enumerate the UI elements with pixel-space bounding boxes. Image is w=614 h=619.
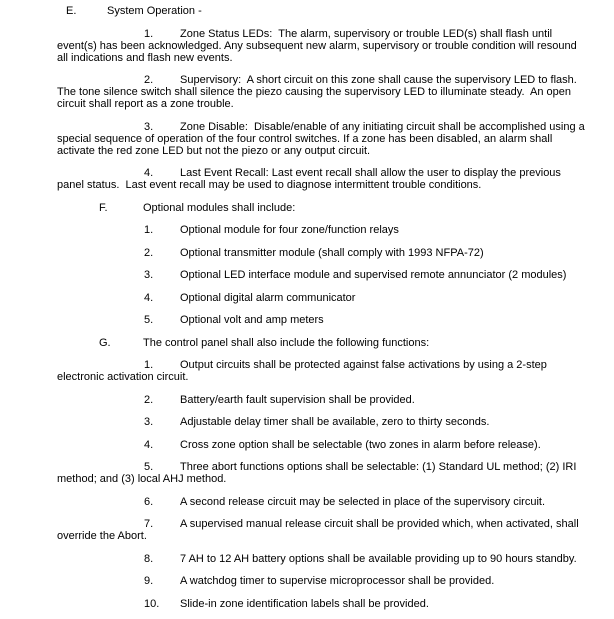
paragraph-first-line bbox=[57, 247, 596, 259]
list-marker: 9. bbox=[144, 575, 154, 587]
paragraph-first-line bbox=[57, 28, 596, 40]
paragraph-first-line bbox=[57, 598, 596, 610]
list-marker: 5. bbox=[144, 461, 154, 473]
paragraph-text: Last Event Recall: Last event recall shall allow the user to display the previous bbox=[180, 167, 561, 179]
list-marker: 3. bbox=[144, 120, 154, 133]
paragraph bbox=[57, 359, 596, 383]
paragraph-first-line bbox=[57, 269, 596, 281]
paragraph bbox=[57, 496, 596, 508]
paragraph-text: Zone Status LEDs: The alarm, supervisory or trouble LED(s) shall flash until bbox=[180, 27, 553, 40]
paragraph bbox=[57, 394, 596, 406]
paragraph bbox=[57, 202, 596, 214]
list-marker: 1. bbox=[144, 359, 154, 371]
paragraph-text: System Operation - bbox=[107, 5, 202, 17]
paragraph bbox=[57, 167, 596, 191]
list-marker: 10. bbox=[144, 597, 160, 610]
paragraph-text: Zone Disable: Disable/enable of any initiating circuit shall be accomplished using a bbox=[180, 120, 585, 133]
list-marker: 1. bbox=[144, 27, 154, 40]
paragraph bbox=[57, 314, 596, 326]
paragraph-first-line bbox=[57, 121, 596, 133]
paragraph-wrap-line: electronic activation circuit. bbox=[57, 371, 189, 383]
paragraph bbox=[57, 337, 596, 349]
paragraph-first-line bbox=[57, 74, 596, 86]
paragraph bbox=[57, 439, 596, 451]
paragraph-first-line bbox=[57, 167, 596, 179]
list-marker: 1. bbox=[144, 224, 154, 236]
list-marker: 6. bbox=[144, 495, 154, 508]
paragraph-wrap-line: method; and (3) local AHJ method. bbox=[57, 473, 227, 485]
paragraph-wrap-line: special sequence of operation of the four control switches. If a zone has been disabled, an alarm shall bbox=[57, 132, 553, 145]
paragraph-text: Adjustable delay timer shall be available, zero to thirty seconds. bbox=[180, 416, 490, 428]
paragraph-text: A watchdog timer to supervise microprocessor shall be provided. bbox=[180, 575, 495, 587]
paragraph bbox=[57, 553, 596, 565]
paragraph-first-line bbox=[57, 337, 596, 349]
paragraph bbox=[57, 5, 596, 17]
paragraph-first-line bbox=[57, 575, 596, 587]
paragraph-first-line bbox=[57, 314, 596, 326]
paragraph-first-line bbox=[57, 496, 596, 508]
paragraph-first-line bbox=[57, 202, 596, 214]
paragraph bbox=[57, 598, 596, 610]
paragraph-first-line bbox=[57, 5, 596, 17]
paragraph-first-line bbox=[57, 292, 596, 304]
paragraph-text: Optional module for four zone/function relays bbox=[180, 224, 399, 236]
paragraph bbox=[57, 247, 596, 259]
paragraph bbox=[57, 121, 596, 157]
paragraph-text: Optional transmitter module (shall comply with 1993 NFPA-72) bbox=[180, 246, 484, 259]
paragraph-text: Supervisory: A short circuit on this zone shall cause the supervisory LED to flash. bbox=[180, 74, 577, 86]
paragraph-first-line bbox=[57, 224, 596, 236]
list-marker: 2. bbox=[144, 74, 154, 86]
list-marker: G. bbox=[99, 336, 111, 349]
paragraph bbox=[57, 74, 596, 110]
paragraph-first-line bbox=[57, 359, 596, 371]
list-marker: 3. bbox=[144, 269, 154, 281]
paragraph-text: Optional LED interface module and supervised remote annunciator (2 modules) bbox=[180, 269, 567, 281]
list-marker: 4. bbox=[144, 291, 154, 304]
paragraph-wrap-line: activate the red zone LED but not the piezo or any output circuit. bbox=[57, 144, 371, 157]
paragraph bbox=[57, 461, 596, 485]
document-body bbox=[57, 5, 596, 610]
paragraph-wrap-line: The tone silence switch shall silence the piezo causing the supervisory LED to illuminate steady. An open bbox=[57, 86, 572, 98]
paragraph-first-line bbox=[57, 416, 596, 428]
paragraph-text: Three abort functions options shall be selectable: (1) Standard UL method; (2) IRI bbox=[180, 461, 577, 473]
paragraph-first-line bbox=[57, 518, 596, 530]
paragraph-text: Cross zone option shall be selectable (two zones in alarm before release). bbox=[180, 438, 541, 451]
paragraph-text: A second release circuit may be selected in place of the supervisory circuit. bbox=[180, 495, 546, 508]
paragraph-first-line bbox=[57, 394, 596, 406]
list-marker: 4. bbox=[144, 167, 154, 179]
paragraph-first-line bbox=[57, 461, 596, 473]
list-marker: 7. bbox=[144, 518, 154, 530]
list-marker: 2. bbox=[144, 246, 154, 259]
paragraph-text: Battery/earth fault supervision shall be provided. bbox=[180, 393, 415, 406]
list-marker: F. bbox=[99, 201, 108, 214]
paragraph-text: Optional modules shall include: bbox=[143, 201, 296, 214]
paragraph-text: Slide-in zone identification labels shall be provided. bbox=[180, 597, 429, 610]
paragraph bbox=[57, 292, 596, 304]
paragraph-text: Optional digital alarm communicator bbox=[180, 291, 356, 304]
paragraph-wrap-line: panel status. Last event recall may be used to diagnose intermittent trouble conditions. bbox=[57, 179, 482, 191]
paragraph-wrap-line: event(s) has been acknowledged. Any subsequent new alarm, supervisory or trouble condition will resound bbox=[57, 39, 577, 52]
paragraph-text: Optional volt and amp meters bbox=[180, 314, 324, 326]
paragraph-first-line bbox=[57, 553, 596, 565]
list-marker: E. bbox=[66, 5, 77, 17]
paragraph-wrap-line: override the Abort. bbox=[57, 530, 147, 542]
paragraph-text: A supervised manual release circuit shall be provided which, when activated, shall bbox=[180, 518, 579, 530]
list-marker: 3. bbox=[144, 416, 154, 428]
paragraph-wrap-line: circuit shall report as a zone trouble. bbox=[57, 98, 234, 110]
paragraph-text: The control panel shall also include the following functions: bbox=[143, 336, 430, 349]
paragraph-first-line bbox=[57, 439, 596, 451]
paragraph bbox=[57, 28, 596, 64]
paragraph bbox=[57, 575, 596, 587]
paragraph bbox=[57, 518, 596, 542]
paragraph-wrap-line: all indications and flash new events. bbox=[57, 51, 233, 64]
paragraph-text: 7 AH to 12 AH battery options shall be available providing up to 90 hours standby. bbox=[180, 552, 577, 565]
paragraph bbox=[57, 269, 596, 281]
list-marker: 5. bbox=[144, 314, 154, 326]
paragraph bbox=[57, 224, 596, 236]
list-marker: 4. bbox=[144, 438, 154, 451]
paragraph bbox=[57, 416, 596, 428]
paragraph-text: Output circuits shall be protected against false activations by using a 2-step bbox=[180, 359, 547, 371]
list-marker: 2. bbox=[144, 393, 154, 406]
list-marker: 8. bbox=[144, 552, 154, 565]
